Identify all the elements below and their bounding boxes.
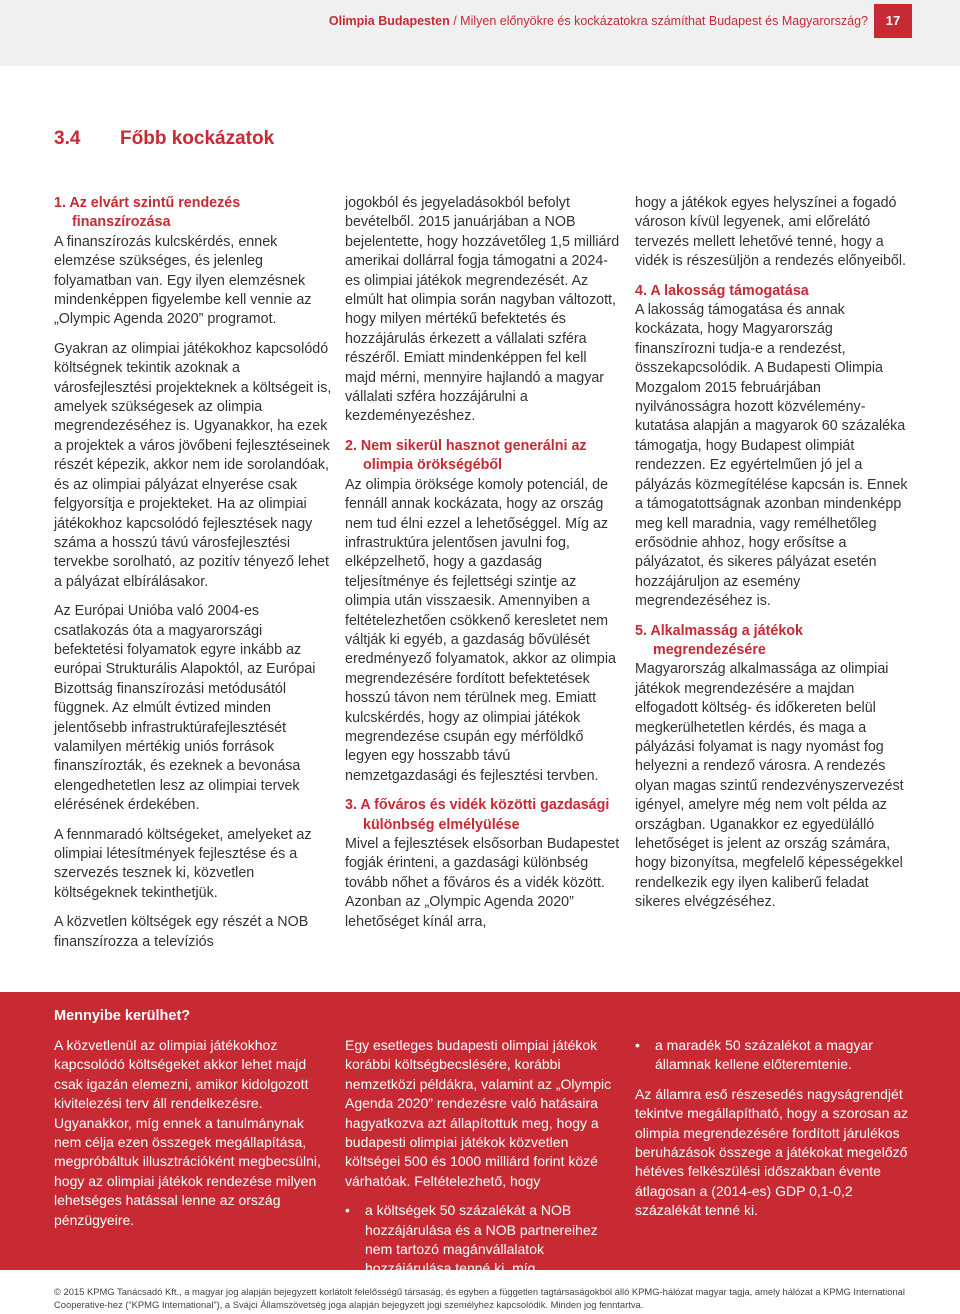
page-header [0,0,960,66]
paragraph: Az államra eső részesedés nagyságrendjét tekintve megállapítható, hogy a szorosan az olimpia megrendezésére fordított járulékos beruházások összege a játékokat megelőző hétéves felkészülési időszakban évente átlagosan a (2014-es) GDP 0,1-0,2 százalékát tenné ki. [635,1085,909,1219]
section-number: 3.4 [54,128,81,149]
bullet-item [635,1036,915,1075]
paragraph: Magyarország alkalmassága az olimpiai játékok megrendezésére a majdan elfogadott költség- és időkereten belül megkerülhetetlen kérdés, és maga a pályázási folyamat is nagy nyomást fog helyezni a rendező városra. A rendezés olyan magas szintű rendezvényszervezést igényel, amelyre még nem volt példa az országban. Uganakkor ez egyedülálló lehetőséget is jelent az ország számára, hogy bizonyítsa, megfelelő képességekkel rendelkezik egy ilyen kaliberű feladat sikeres elvégzéséhez. [635,661,904,911]
risk-heading-1: 1. Az elvárt szintű rendezés finanszírozása [54,195,241,231]
page-number: 17 [874,4,912,38]
column-1 [54,194,334,962]
paragraph: Gyakran az olimpiai játékokhoz kapcsolódó költségnek tekintik azoknak a városfejlesztési projekteknek a költségeit is, amelyek szükségesek az olimpia megrendezéséhez is. Ugyanakkor, ha ezek a projektek a város jövőbeni fejlesztéseinek részét képezik, akkor nem ide sorolandóak, és az olimpiai pályázat elnyerése csak felgyorsítja e projekteket. Ha az olimpiai játékokhoz kapcsolódó fejlesztések nagy száma a hosszú távú városfejlesztési tervekbe sorolható, az pozitív tényező lehet a pályázat elbírálásakor. [54,340,332,590]
cost-box [0,992,960,1277]
cost-box-title: Mennyibe kerülhet? [54,1008,191,1024]
paragraph: A lakosság támogatása és annak kockázata, hogy Magyarország finanszírozni tudja-e a rendezést, összekapcsolódik. A Budapesti Olimpia Mozgalom 2015 februárjában nyilvánosságra hozott közvélemény-kutatása alapján a magyarok 60 százaléka támogatja, hogy Budapest olimpiát rendezzen. Ez egyértelműen jó jel a pályázás közmegítélése kapcsán is. Ennek a támogatottságnak azonban mindenképp meg kell maradnia, vagy remélhetőleg erősödnie ahhoz, hogy erősítse a pályázatot, és sikeres pályázat esetén hozzájáruljon az esemény megrendezéséhez is. [635,302,908,610]
paragraph: hogy a játékok egyes helyszínei a fogadó városon kívül legyenek, ami előrelátó tervezés mellett lehetővé tenné, hogy a vidék is részesüljön a rendezés előnyeiből. [635,195,906,270]
column-2 [345,194,621,942]
bullet-icon: • [635,1037,640,1053]
paragraph: Mivel a fejlesztések elsősorban Budapestet fogják érinteni, a gazdasági különbség tovább nőhet a főváros és a vidék között. Azonban az „Olympic Agenda 2020” lehetőséget kínál arra, [345,836,620,930]
paragraph: Az olimpia öröksége komoly potenciál, de fennáll annak kockázata, hogy az ország nem tud élni ezzel a lehetőséggel. Míg az infrastruktúra jelentősen javulni fog, elképzelhető, hogy a gazdaság teljesítménye és fejlettségi szintje az olimpia után visszaesik. Amennyiben a feltételezhetően csökkenő keresletet nem váltják ki egyéb, a gazdaság bővülését eredményező folyamatok, akkor az olimpia megrendezésére fordított befektetések hosszú távon nem térülnek meg. Emiatt kulcskérdés, hogy az olimpiai játékok megrendezése csupán egy mérföldkő legyen egy hosszabb távú nemzetgazdasági és fejlesztési tervben. [345,476,616,784]
running-title-rest: / Milyen előnyökre és kockázatokra számíthat Budapest és Magyarország? [449,14,868,28]
paragraph: A közvetlenül az olimpiai játékokhoz kapcsolódó költségeket akkor lehet majd csak igazán elemezni, amikor kidolgozott kivitelezési terv áll rendelkezésre. Ugyanakkor, míg ennek a tanulmánynak nem célja ezen összegek megállapítása, megpróbáltuk illusztrációként megbecsülni, hogy az olimpiai játékok rendezése milyen lehetséges hatással lenne az ország pénzügyeire. [54,1037,321,1228]
risk-heading-3: 3. A főváros és vidék közötti gazdasági különbség elmélyülése [345,797,610,833]
bullet-text: a maradék 50 százalékot a magyar államnak kellene előteremtenie. [655,1037,873,1073]
risk-heading-2: 2. Nem sikerül hasznot generálni az olimpia örökségéből [345,437,587,474]
section-title: Főbb kockázatok [120,128,275,149]
risk-heading-4: 4. A lakosság támogatása [635,282,809,299]
bullet-item [345,1201,619,1279]
cost-box-column-1 [54,1036,330,1240]
running-title-bold: Olimpia Budapesten [328,14,450,28]
paragraph: Egy esetleges budapesti olimpiai játékok korábbi költségbecslésére, korábbi nemzetközi példákra, valamint az „Olympic Agenda 2020” rendezésre való hatásaira hagyatkozva azt állapítottuk meg, hogy a budapesti olimpiai játékok közvetlen költségei 500 és 1000 milliárd forint közé várhatóak. Feltételezhető, hogy [345,1037,612,1189]
paragraph: A közvetlen költségek egy részét a NOB finanszírozza a televíziós [54,914,309,950]
bullet-text: a költségek 50 százalékát a NOB hozzájárulása és a NOB partnereihez nem tartozó magánvállalatok hozzájárulása tenné ki, míg [365,1202,598,1277]
section-heading [54,128,274,150]
cost-box-column-2 [345,1036,619,1289]
running-title [0,14,868,28]
paragraph: A fennmaradó költségeket, amelyeket az olimpiai létesítmények fejlesztése és a szervezés tesznek ki, közvetlen költségeknek tekinthetjük. [54,826,312,901]
paragraph: A finanszírozás kulcskérdés, ennek elemzése szükséges, és jelenleg folyamatban van. Egy ilyen elemzésnek mindenképpen figyelembe kell vennie az „Olympic Agenda 2020” programot. [54,233,312,328]
risk-heading-5: 5. Alkalmasság a játékok megrendezésére [635,622,803,658]
paragraph: Az Európai Unióba való 2004-es csatlakozás óta a magyarországi befektetési folyamatok egyre inkább az európai Strukturális Alapoktól, az Európai Bizottság finanszírozási metódusától függnek. Az elmúlt évtized minden jelentősebb infrastruktúrafejlesztését valamilyen mértékig uniós források finanszírozták, és ezeknek a bevonása elengedhetetlen lesz az olimpiai tervek elérésének érdekében. [54,603,316,814]
cost-box-column-3 [635,1036,915,1231]
bullet-icon: • [345,1202,350,1219]
copyright-footer: © 2015 KPMG Tanácsadó Kft., a magyar jog alapján bejegyzett korlátolt felelősségű társaság, és egyben a független tagtársaságokból álló KPMG-hálózat magyar tagja, amely hálózat a KPMG International Cooperative-hez (“KPMG International”), a Svájci Államszövetség joga alapján bejegyzett jogi személyhez kapcsolódik. Minden jog fenntartva. [54,1286,905,1310]
paragraph: jogokból és jegyeladásokból befolyt bevételből. 2015 januárjában a NOB bejelentette, hogy hozzávetőleg 1,5 milliárd amerikai dollárral fogja támogatni a 2024-es olimpiai játékok megrendezését. Az elmúlt hat olimpia során nagyban változott, hogy milyen mértékű befektetés és hozzájárulás érkezett a vállalati szféra részéről. Emiatt mindenképpen fel kell majd mérni, mennyire hajlandó a magyar vállalati szféra hozzájárulni a kezdeményezéshez. [345,195,620,425]
column-3 [635,194,913,923]
